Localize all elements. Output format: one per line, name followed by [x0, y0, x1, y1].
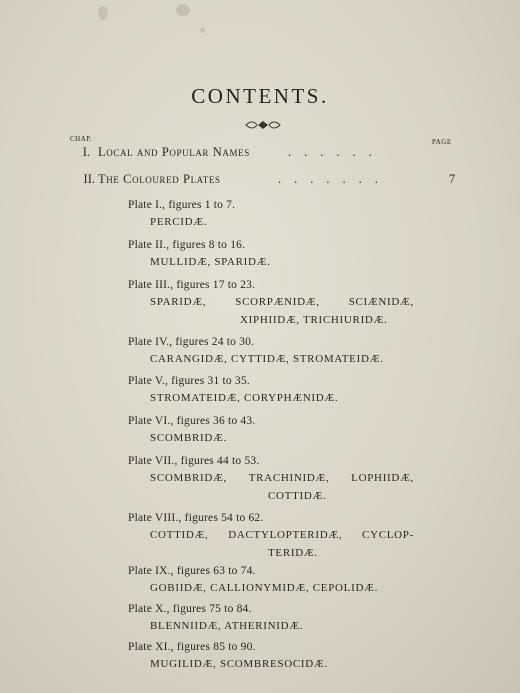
- family-names-line: [150, 392, 338, 404]
- family-names-line: [150, 529, 414, 541]
- family-name: PERCIDÆ.: [150, 216, 208, 228]
- chapter-number: II.: [83, 172, 95, 186]
- family-names-line: [150, 582, 378, 594]
- chapter-page-number: 7: [449, 172, 456, 186]
- chapter-title: Local and Popular Names: [98, 145, 250, 159]
- family-names-line: [268, 547, 318, 559]
- family-name: COTTIDÆ.: [268, 490, 327, 502]
- family-names-line: [150, 256, 271, 268]
- plate-label: Plate IX., figures 63 to 74.: [128, 565, 256, 577]
- plate-label: Plate I., figures 1 to 7.: [128, 199, 236, 211]
- foxing-spot: [176, 4, 190, 16]
- family-names-line: [150, 432, 227, 444]
- plate-label: Plate VI., figures 36 to 43.: [128, 415, 256, 427]
- plate-label: Plate II., figures 8 to 16.: [128, 239, 246, 251]
- family-name: BLENNIIDÆ, ATHERINIDÆ.: [150, 620, 304, 632]
- foxing-spot: [98, 6, 108, 20]
- family-name: CYCLOP-: [362, 529, 414, 541]
- leader-dots: ......: [288, 145, 385, 159]
- family-names-line: [150, 216, 207, 228]
- family-names-line: [150, 353, 384, 365]
- family-name: SCOMBRIDÆ.: [150, 432, 227, 444]
- plate-label: Plate V., figures 31 to 35.: [128, 375, 250, 387]
- family-name: MULLIDÆ, SPARIDÆ.: [150, 256, 271, 268]
- chapter-row: [0, 172, 520, 192]
- page-column-label: PAGE: [432, 138, 452, 146]
- family-names-line: [240, 314, 388, 326]
- chap-column-label: CHAP.: [70, 135, 93, 143]
- family-names-line: [150, 472, 414, 484]
- family-name: COTTIDÆ,: [150, 529, 209, 541]
- plate-label: Plate IV., figures 24 to 30.: [128, 336, 255, 348]
- family-name: TERIDÆ.: [268, 547, 318, 559]
- family-name: CARANGIDÆ, CYTTIDÆ, STROMATEIDÆ.: [150, 353, 384, 365]
- chapter-row: [0, 145, 520, 165]
- family-name: MUGILIDÆ, SCOMBRESOCIDÆ.: [150, 658, 328, 670]
- plate-label: Plate III., figures 17 to 23.: [128, 279, 256, 291]
- plate-label: Plate VII., figures 44 to 53.: [128, 455, 260, 467]
- family-name: XIPHIIDÆ, TRICHIURIDÆ.: [240, 314, 388, 326]
- plate-label: Plate X., figures 75 to 84.: [128, 603, 252, 615]
- family-names-line: [150, 658, 328, 670]
- page-title: CONTENTS.: [191, 84, 329, 108]
- family-names-line: [150, 620, 303, 632]
- family-name: SPARIDÆ,: [150, 296, 207, 308]
- family-name: SCORPÆNIDÆ,: [235, 296, 320, 308]
- chapter-number: I.: [82, 145, 90, 159]
- family-name: SCIÆNIDÆ,: [348, 296, 414, 308]
- family-name: SCOMBRIDÆ,: [150, 472, 227, 484]
- plate-label: Plate VIII., figures 54 to 62.: [128, 512, 264, 524]
- family-name: STROMATEIDÆ, CORYPHÆNIDÆ.: [150, 392, 339, 404]
- plate-label: Plate XI., figures 85 to 90.: [128, 641, 256, 653]
- leader-dots: .......: [278, 172, 391, 186]
- ornament-icon: [245, 120, 281, 130]
- foxing-spot: [200, 28, 205, 33]
- family-name: TRACHINIDÆ,: [248, 472, 330, 484]
- family-name: DACTYLOPTERIDÆ,: [228, 529, 343, 541]
- chapter-title: The Coloured Plates: [98, 172, 221, 186]
- family-name: LOPHIIDÆ,: [351, 472, 414, 484]
- family-names-line: [150, 296, 414, 308]
- family-names-line: [268, 490, 326, 502]
- family-name: GOBIIDÆ, CALLIONYMIDÆ, CEPOLIDÆ.: [150, 582, 379, 594]
